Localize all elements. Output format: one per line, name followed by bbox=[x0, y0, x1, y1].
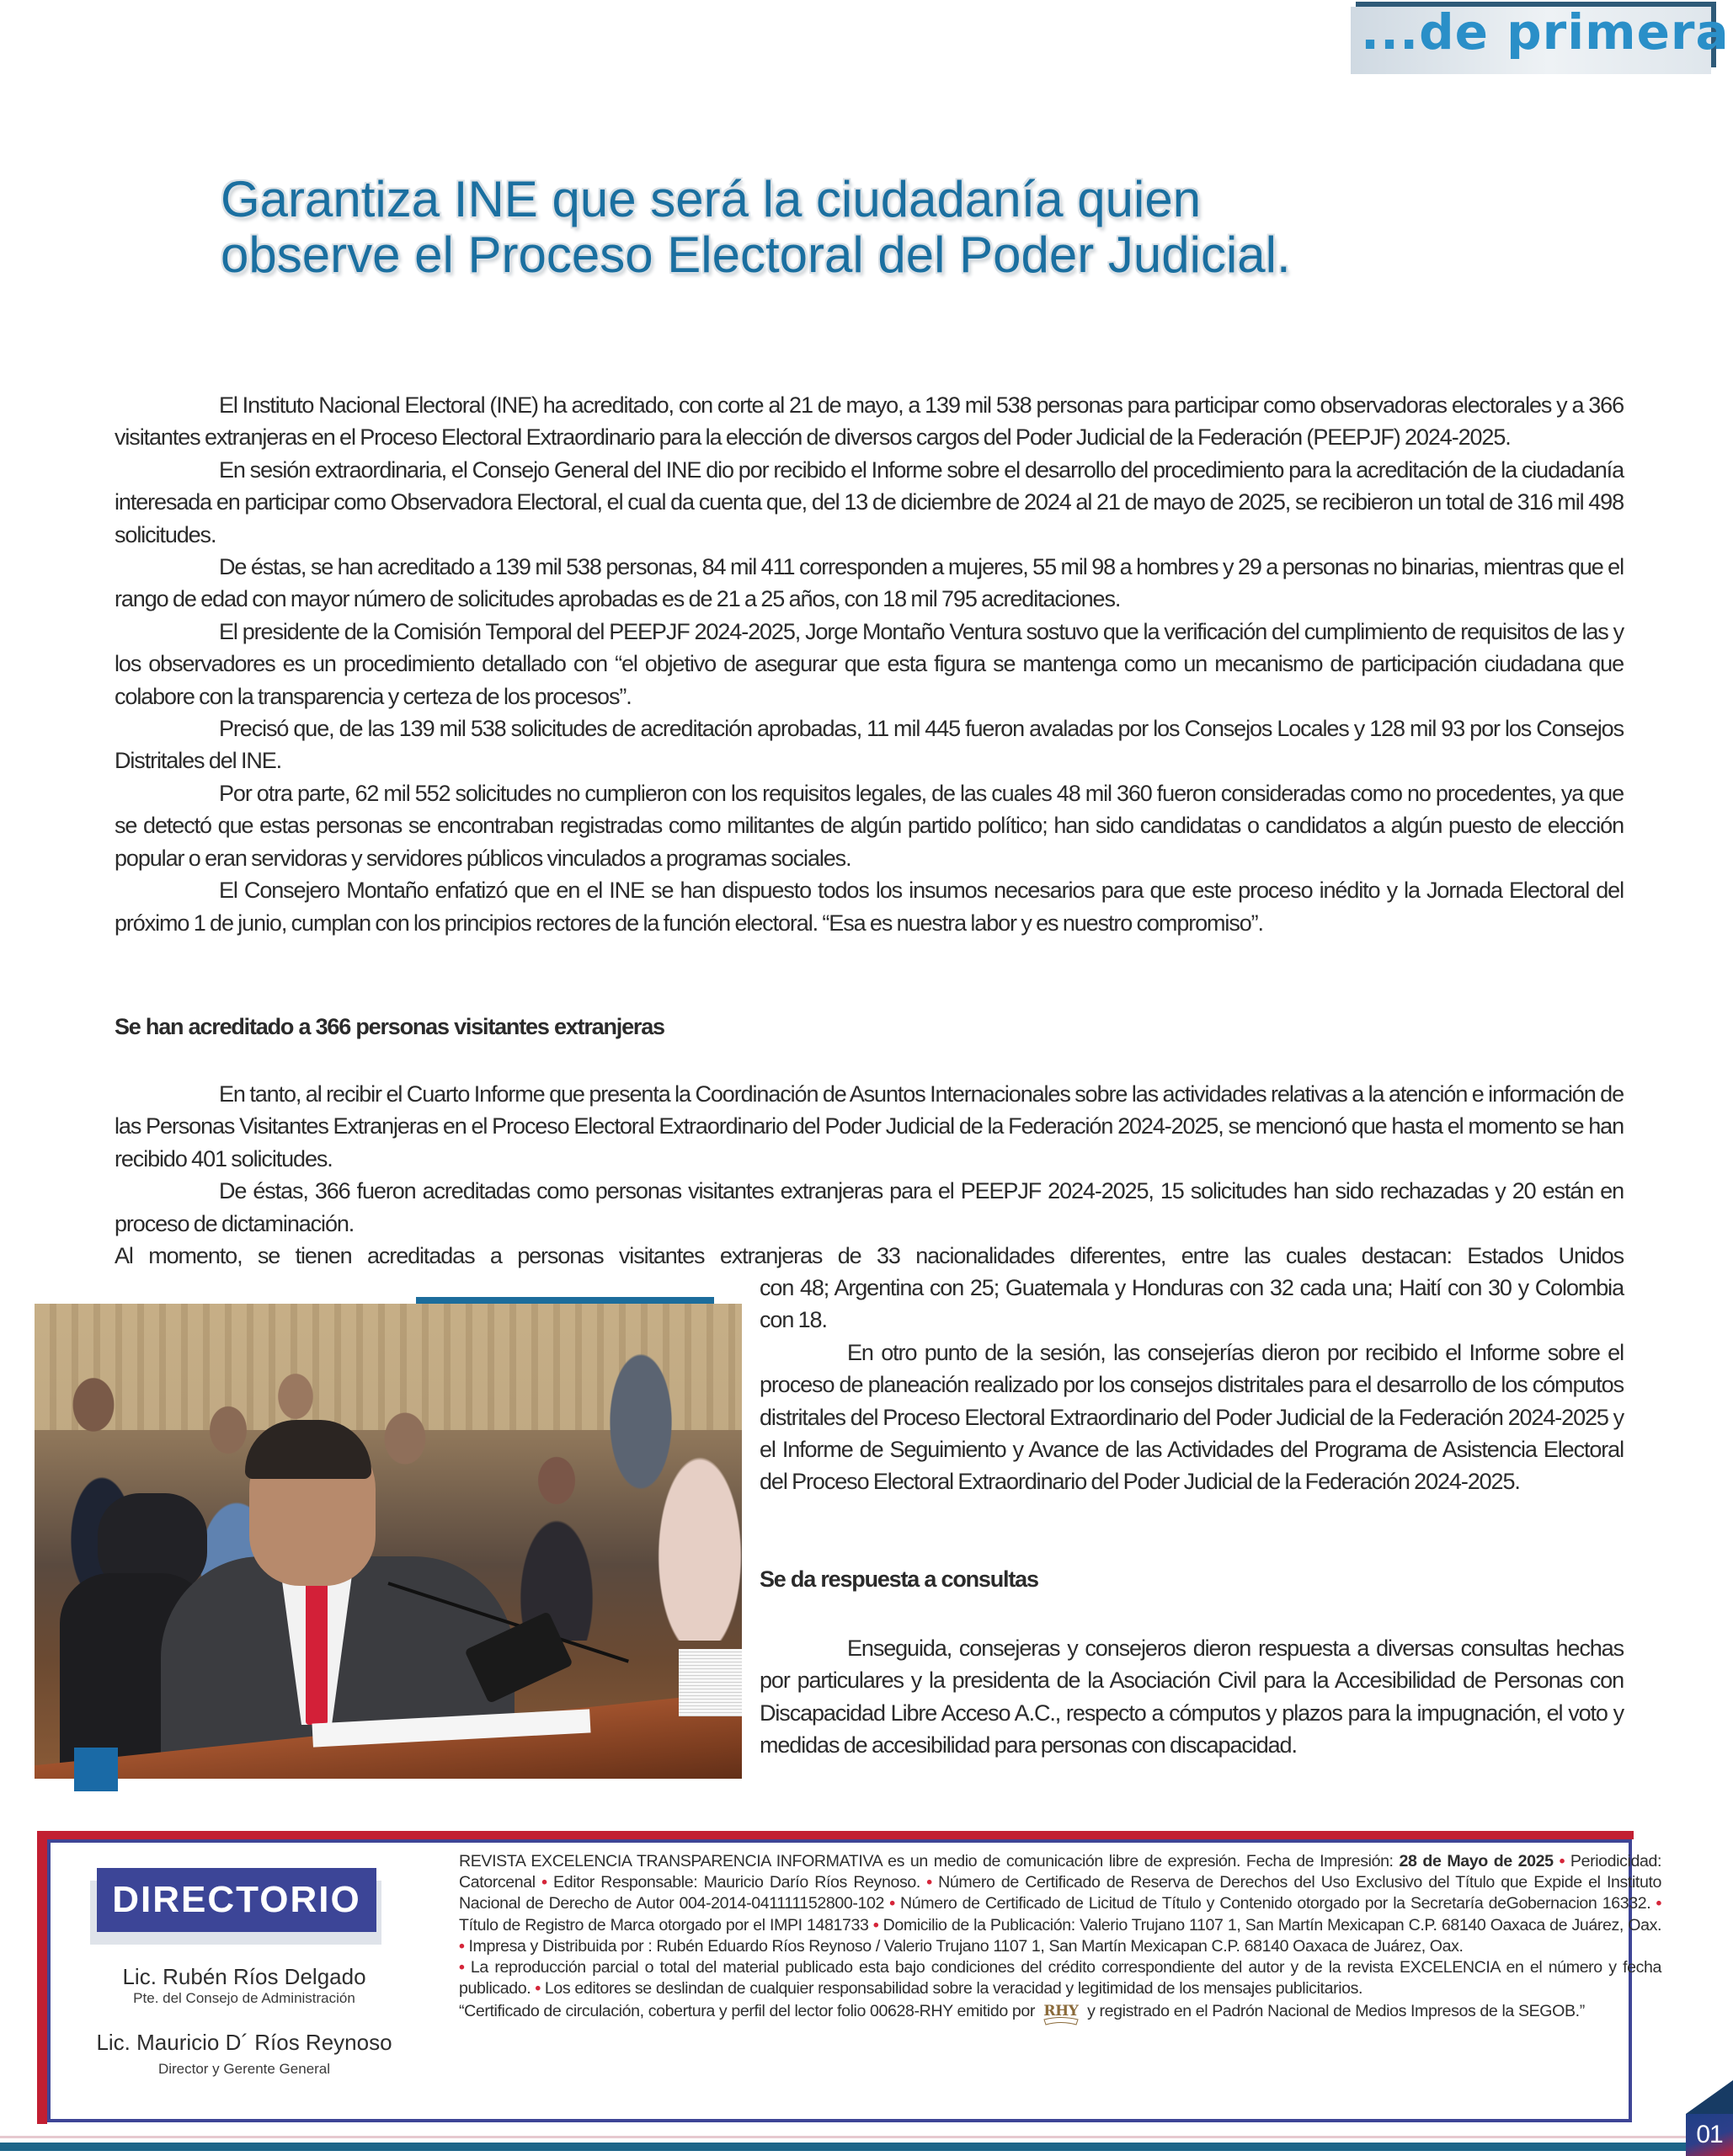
article-body bbox=[115, 389, 1624, 939]
paragraph: En otro punto de la sesión, las consejerías dieron por recibido el Informe sobre el proceso de planeación realizado por los consejos distritales para el desarrollo de los cómputos distritales del Proceso Electoral Extraordinario del Poder Judicial de la Federación 2024-2025 y el Informe de Seguimiento y Avance de las Actividades del Programa de Asistencia Electoral del Proceso Electoral Extraordinario del Poder Judicial de la Federación 2024-2025. bbox=[760, 1339, 1624, 1495]
bullet-icon: • bbox=[535, 1979, 541, 1999]
photo-accent-bar bbox=[416, 1297, 714, 1304]
paragraph: Por otra parte, 62 mil 552 solicitudes no cumplieron con los requisitos legales, de las cuales 48 mil 360 fueron consideradas como no procedentes, ya que se detectó que estas personas se encontraban registradas como militantes de algún partido político; han sido candidatas o candidatos a algún puesto de elección popular o eran servidoras y servidores públicos vinculados a programas sociales. bbox=[115, 780, 1624, 871]
page-number: 01 bbox=[1686, 2114, 1733, 2156]
section-banner bbox=[1332, 0, 1730, 77]
subheading-consultas: Se da respuesta a consultas bbox=[760, 1566, 1038, 1592]
headline-line: observe el Proceso Electoral del Poder Judicial. bbox=[221, 227, 1291, 283]
footer-frame-red-top bbox=[37, 1831, 1634, 1839]
article-body-section-2 bbox=[115, 1078, 1624, 1272]
photo-corner-accent bbox=[74, 1748, 118, 1791]
bullet-icon: • bbox=[459, 1936, 465, 1956]
print-date: 28 de Mayo de 2025 bbox=[1399, 1852, 1554, 1870]
headline-line: Garantiza INE que será la ciudadanía quien bbox=[221, 171, 1202, 227]
staff-member bbox=[93, 1964, 396, 2008]
rhy-logo-icon bbox=[1039, 2001, 1083, 2026]
svg-text:RHY: RHY bbox=[1043, 2003, 1079, 2020]
legal-item: Periodicidad: Catorcenal bbox=[459, 1852, 1661, 1892]
legal-paragraph bbox=[459, 1851, 1661, 1957]
legal-item: Editor Responsable: Mauricio Darío Ríos Reynoso. bbox=[553, 1873, 920, 1892]
certificate-text: “Certificado de circulación, cobertura y perfil del lector folio 00628-RHY emitido por bbox=[459, 2002, 1036, 2021]
legal-notice bbox=[459, 1851, 1661, 2025]
paragraph-nationalities-cont: con 48; Argentina con 25; Guatemala y Honduras con 32 cada una; Haití con 30 y Colombia con 18. bbox=[760, 1275, 1624, 1333]
staff-role: Director y Gerente General bbox=[157, 2061, 331, 2077]
paragraph: En tanto, al recibir el Cuarto Informe que presenta la Coordinación de Asuntos Internacionales sobre las actividades relativas a la atención e información de las Personas Visitantes Extranjeras en el Proceso Electoral Extraordinario del Poder Judicial de la Federación 2024-2025, se mencionó que hasta el momento se han recibido 401 solicitudes. bbox=[115, 1081, 1624, 1171]
paragraph: En sesión extraordinaria, el Consejo General del INE dio por recibido el Informe sobre el desarrollo del procedimiento para la acreditación de la ciudadanía interesada en participar como Observadora Electoral, el cual da cuenta que, del 13 de diciembre de 2024 al 21 de mayo de 2025, se recibieron un total de 316 mil 498 solicitudes. bbox=[115, 456, 1624, 547]
legal-paragraph bbox=[459, 1999, 1661, 2025]
staff-member bbox=[93, 2030, 396, 2079]
legal-intro: REVISTA EXCELENCIA TRANSPARENCIA INFORMATIVA es un medio de comunicación libre de expresión. Fecha de Impresión: bbox=[459, 1852, 1400, 1870]
footer-frame-red-side bbox=[37, 1831, 47, 2124]
bullet-icon: • bbox=[541, 1873, 547, 1892]
subheading-visitantes: Se han acreditado a 366 personas visitantes extranjeras bbox=[115, 1014, 664, 1039]
article-photo bbox=[35, 1304, 742, 1779]
legal-reproduction: La reproducción parcial o total del material publicado esta bajo condiciones del crédito correspondiente del autor y de la revista EXCELENCIA en el número y fecha publicado. bbox=[459, 1958, 1662, 1999]
paragraph: Enseguida, consejeras y consejeros dieron respuesta a diversas consultas hechas por particulares y la presidenta de la Asociación Civil para la Accesibilidad de Personas con Discapacidad Libre Acceso A.C., respecto a cómputos y plazos para la impugnación, el voto y medidas de accesibilidad para personas con discapacidad. bbox=[760, 1636, 1624, 1758]
certificate-text: y registrado en el Padrón Nacional de Medios Impresos de la SEGOB.” bbox=[1087, 2002, 1585, 2021]
legal-paragraph bbox=[459, 1957, 1661, 1999]
article-headline bbox=[221, 172, 1484, 283]
legal-item: Impresa y Distribuida por : Rubén Eduardo Ríos Reynoso / Valerio Trujano 1107 1, San Martín Mexicapan C.P. 68140 Oaxaca de Juárez, Oax. bbox=[468, 1936, 1464, 1956]
paragraph: El Instituto Nacional Electoral (INE) ha acreditado, con corte al 21 de mayo, a 139 mil 538 personas para participar como observadoras electorales y a 366 visitantes extranjeras en el Proceso Electoral Extraordinario para la elección de diversos cargos del Poder Judicial de la Federación (PEEPJF) 2024-2025. bbox=[115, 392, 1624, 451]
paragraph: De éstas, 366 fueron acreditadas como personas visitantes extranjeras para el PEEPJF 2024-2025, 15 solicitudes han sido rechazadas y 20 están en proceso de dictaminación. bbox=[115, 1178, 1624, 1236]
directory-title: DIRECTORIO bbox=[97, 1868, 376, 1932]
paragraph: De éstas, se han acreditado a 139 mil 538 personas, 84 mil 411 corresponden a mujeres, 55 mil 98 a hombres y 29 a personas no binarias, mientras que el rango de edad con mayor número de solicitudes aprobadas es de 21 a 25 años, con 18 mil 795 acreditaciones. bbox=[115, 554, 1624, 612]
staff-name: Lic. Rubén Ríos Delgado bbox=[122, 1964, 366, 1989]
article-column-final bbox=[760, 1632, 1624, 1762]
legal-item: Título de Registro de Marca otorgado por el IMPI 1481733 bbox=[459, 1915, 869, 1935]
section-label: ...de primera bbox=[1361, 3, 1730, 61]
legal-item: Domicilio de la Publicación: Valerio Trujano 1107 1, San Martín Mexicapan C.P. 68140 Oaxaca de Juárez, Oax. bbox=[882, 1915, 1662, 1935]
legal-disclaimer: Los editores se deslindan de cualquier responsabilidad sobre la veracidad y legitimidad de los mensajes publicitarios. bbox=[544, 1979, 1363, 1999]
bullet-icon: • bbox=[459, 1958, 465, 1977]
paragraph: El Consejero Montaño enfatizó que en el INE se han dispuesto todos los insumos necesarios para que este proceso inédito y la Jornada Electoral del próximo 1 de junio, cumplan con los principios rectores de la función electoral. “Esa es nuestra labor y es nuestro compromiso”. bbox=[115, 878, 1624, 936]
page-number-badge bbox=[1686, 2080, 1733, 2156]
page-badge-fold bbox=[1686, 2080, 1733, 2114]
bullet-icon: • bbox=[872, 1915, 879, 1935]
bullet-icon: • bbox=[926, 1873, 932, 1892]
bullet-icon: • bbox=[889, 1894, 895, 1913]
bullet-icon: • bbox=[1656, 1894, 1662, 1913]
article-column bbox=[760, 1272, 1624, 1498]
photo-speaker-tie bbox=[306, 1582, 328, 1725]
staff-role: Pte. del Consejo de Administración bbox=[133, 1990, 355, 2006]
staff-name: Lic. Mauricio D´ Ríos Reynoso bbox=[96, 2030, 392, 2055]
legal-item: Número de Certificado de Licitud de Título y Contenido otorgado por la Secretaría deGobernacion 16332. bbox=[900, 1894, 1651, 1913]
paragraph: Precisó que, de las 139 mil 538 solicitudes de acreditación aprobadas, 11 mil 445 fueron avaladas por los Consejos Locales y 128 mil 93 por los Consejos Distritales del INE. bbox=[115, 716, 1624, 774]
bottom-rule-pink bbox=[0, 2136, 1693, 2138]
photo-document-stack bbox=[679, 1649, 742, 1716]
paragraph-nationalities: Al momento, se tienen acreditadas a personas visitantes extranjeras de 33 nacionalidades diferentes, entre las cuales destacan: Estados Unidos bbox=[115, 1243, 1624, 1269]
legal-item: Número de Certificado de Reserva de Derechos del Uso Exclusivo del Título que Expide el Instituto Nacional de Derecho de Autor 004-2014-041111152800-102 bbox=[459, 1873, 1661, 1913]
bottom-rule-teal bbox=[0, 2143, 1693, 2151]
bullet-icon: • bbox=[1559, 1852, 1565, 1870]
paragraph: El presidente de la Comisión Temporal del PEEPJF 2024-2025, Jorge Montaño Ventura sostuvo que la verificación del cumplimiento de requisitos de las y los observadores es un procedimiento detallado con “el objetivo de asegurar que esta figura se mantenga como un mecanismo de participación ciudadana que colabore con la transparencia y certeza de los procesos”. bbox=[115, 618, 1624, 709]
